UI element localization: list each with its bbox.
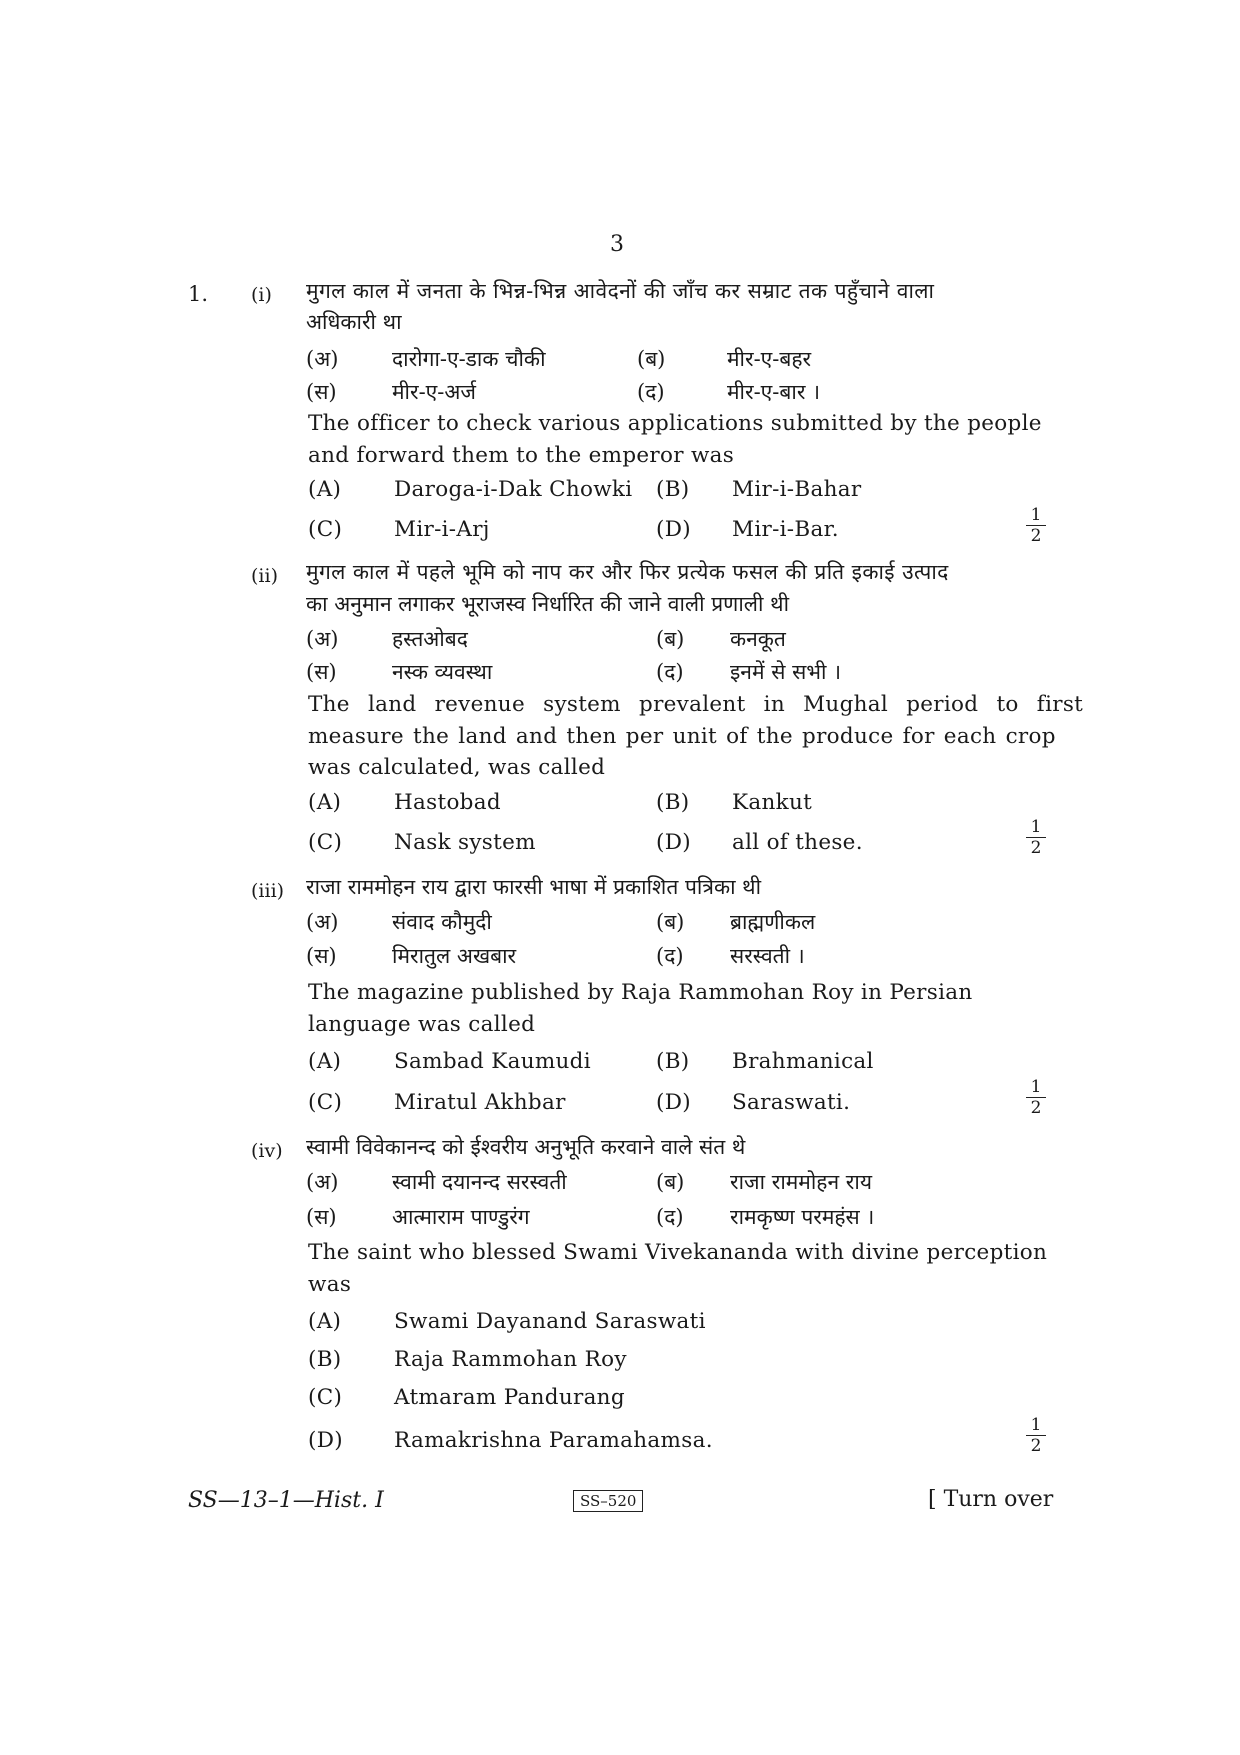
option-text: इनमें से सभी ।: [730, 660, 842, 684]
page-number: 3: [610, 232, 624, 257]
option-text: Ramakrishna Paramahamsa.: [394, 1428, 713, 1453]
option-text: Saraswati.: [732, 1090, 851, 1115]
option-label: (D): [656, 830, 691, 855]
marks-denominator: 2: [1030, 526, 1042, 546]
option-text: मीर-ए-बार ।: [727, 380, 821, 404]
hindi-text-line: का अनुमान लगाकर भूराजस्व निर्धारित की जाने वाली प्रणाली थी: [306, 592, 790, 616]
option-label: (D): [656, 517, 691, 542]
option-text: ब्राह्मणीकल: [730, 910, 816, 934]
option-text: Kankut: [732, 790, 813, 815]
option-text: रामकृष्ण परमहंस ।: [730, 1205, 875, 1229]
option-text: कनकूत: [730, 627, 786, 651]
option-label: (स): [306, 944, 337, 968]
option-label: (द): [656, 944, 684, 968]
marks-denominator: 2: [1030, 1436, 1042, 1456]
option-text: मीर-ए-बहर: [727, 347, 812, 371]
marks-denominator: 2: [1030, 838, 1042, 858]
option-label: (B): [656, 790, 690, 815]
marks-denominator: 2: [1030, 1098, 1042, 1118]
option-text: Mir-i-Arj: [394, 517, 490, 542]
option-label: (B): [308, 1347, 342, 1372]
option-label: (C): [308, 1090, 343, 1115]
option-text: दारोगा-ए-डाक चौकी: [392, 347, 546, 371]
option-text: Raja Rammohan Roy: [394, 1347, 627, 1372]
option-text: नस्क व्यवस्था: [392, 660, 493, 684]
english-text-line: was: [308, 1272, 352, 1297]
option-label: (C): [308, 830, 343, 855]
option-text: संवाद कौमुदी: [392, 910, 492, 934]
option-text: Hastobad: [394, 790, 501, 815]
option-label: (D): [308, 1428, 343, 1453]
option-text: Swami Dayanand Saraswati: [394, 1309, 706, 1334]
marks-numerator: 1: [1030, 505, 1042, 525]
option-text: राजा राममोहन राय: [730, 1170, 872, 1194]
sub-question-label: (ii): [251, 565, 278, 587]
marks-fraction: [1026, 1078, 1046, 1117]
option-text: Mir-i-Bahar: [732, 477, 862, 502]
option-label: (A): [308, 790, 342, 815]
option-text: Daroga-i-Dak Chowki: [394, 477, 633, 502]
option-text: मीर-ए-अर्ज: [392, 380, 477, 404]
footer-code-box: SS–520: [573, 1490, 643, 1512]
marks-fraction: [1026, 506, 1046, 545]
option-text: सरस्वती ।: [730, 944, 805, 968]
option-text: Mir-i-Bar.: [732, 517, 839, 542]
option-label: (ब): [656, 627, 685, 651]
turn-over-label: [ Turn over: [928, 1487, 1054, 1512]
marks-numerator: 1: [1030, 1077, 1042, 1097]
option-label: (A): [308, 1049, 342, 1074]
option-text: Miratul Akhbar: [394, 1090, 566, 1115]
sub-question-label: (iv): [251, 1140, 283, 1162]
english-text-line: The land revenue system prevalent in Mughal period to first: [308, 692, 1084, 717]
hindi-text-line: स्वामी विवेकानन्द को ईश्वरीय अनुभूति करवाने वाले संत थे: [306, 1135, 746, 1159]
option-label: (अ): [306, 1170, 339, 1194]
option-label: (द): [656, 660, 684, 684]
option-text: आत्माराम पाण्डुरंग: [392, 1205, 530, 1229]
option-text: all of these.: [732, 830, 863, 855]
marks-numerator: 1: [1030, 817, 1042, 837]
question-number: 1.: [188, 282, 209, 306]
option-text: Brahmanical: [732, 1049, 874, 1074]
hindi-text-line: राजा राममोहन राय द्वारा फारसी भाषा में प्रकाशित पत्रिका थी: [306, 875, 762, 899]
option-label: (अ): [306, 347, 339, 371]
english-text-line: The magazine published by Raja Rammohan Roy in Persian: [308, 980, 973, 1005]
option-text: स्वामी दयानन्द सरस्वती: [392, 1170, 567, 1194]
marks-fraction: [1026, 818, 1046, 857]
option-text: Atmaram Pandurang: [394, 1385, 625, 1410]
option-text: Nask system: [394, 830, 536, 855]
marks-fraction: [1026, 1416, 1046, 1455]
option-label: (A): [308, 477, 342, 502]
english-text-line: The officer to check various applications submitted by the people: [308, 411, 1042, 436]
option-label: (स): [306, 1205, 337, 1229]
marks-numerator: 1: [1030, 1415, 1042, 1435]
option-label: (ब): [656, 1170, 685, 1194]
hindi-text-line: मुगल काल में जनता के भिन्न-भिन्न आवेदनों की जाँच कर सम्राट तक पहुँचाने वाला: [306, 279, 935, 303]
english-text-line: measure the land and then per unit of the produce for each crop: [308, 724, 1056, 749]
hindi-text-line: अधिकारी था: [306, 310, 402, 334]
option-text: हस्तओबद: [392, 627, 468, 651]
english-text-line: The saint who blessed Swami Vivekananda with divine perception: [308, 1240, 1048, 1265]
sub-question-label: (i): [251, 284, 272, 306]
footer-paper-code: SS—13–1—Hist. I: [188, 1488, 384, 1513]
option-label: (अ): [306, 910, 339, 934]
option-label: (A): [308, 1309, 342, 1334]
option-label: (D): [656, 1090, 691, 1115]
option-label: (C): [308, 1385, 343, 1410]
option-label: (ब): [637, 347, 666, 371]
option-label: (B): [656, 477, 690, 502]
english-text-line: language was called: [308, 1012, 536, 1037]
english-text-line: was calculated, was called: [308, 755, 606, 780]
sub-question-label: (iii): [251, 880, 285, 902]
option-label: (अ): [306, 627, 339, 651]
option-text: Sambad Kaumudi: [394, 1049, 591, 1074]
option-label: (द): [637, 380, 665, 404]
option-label: (ब): [656, 910, 685, 934]
option-label: (स): [306, 660, 337, 684]
option-text: मिरातुल अखबार: [392, 944, 517, 968]
english-text-line: and forward them to the emperor was: [308, 443, 735, 468]
option-label: (स): [306, 380, 337, 404]
hindi-text-line: मुगल काल में पहले भूमि को नाप कर और फिर प्रत्येक फसल की प्रति इकाई उत्पाद: [306, 560, 949, 584]
option-label: (C): [308, 517, 343, 542]
option-label: (B): [656, 1049, 690, 1074]
option-label: (द): [656, 1205, 684, 1229]
